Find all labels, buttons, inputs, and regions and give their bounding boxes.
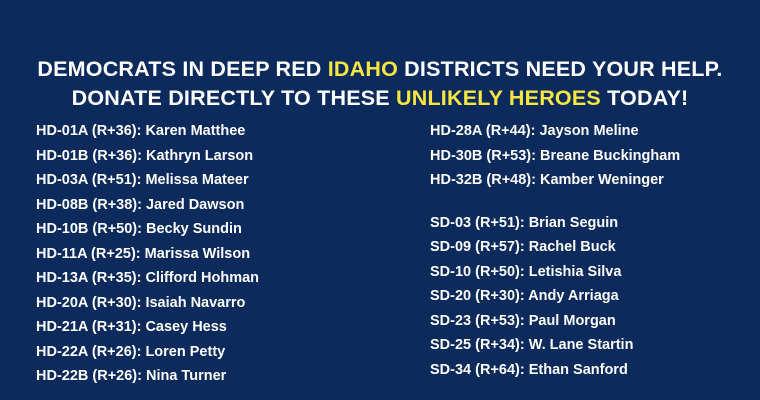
headline bbox=[0, 55, 760, 113]
list-item: SD-10 (R+50): Letishia Silva bbox=[430, 263, 622, 280]
list-item: SD-34 (R+64): Ethan Sanford bbox=[430, 361, 628, 378]
list-item: HD-22A (R+26): Loren Petty bbox=[36, 343, 226, 360]
list-item: SD-25 (R+34): W. Lane Startin bbox=[430, 337, 634, 353]
headline-line-1-pre: DEMOCRATS IN DEEP RED bbox=[37, 57, 328, 81]
candidate-column-left bbox=[36, 124, 380, 394]
list-item: HD-11A (R+25): Marissa Wilson bbox=[36, 245, 251, 262]
list-item: SD-03 (R+51): Brian Seguin bbox=[430, 214, 619, 231]
candidate-columns bbox=[0, 124, 760, 394]
headline-accent-unlikely-heroes: UNLIKELY HEROES bbox=[396, 86, 601, 111]
list-item: SD-23 (R+53): Paul Morgan bbox=[430, 312, 616, 329]
list-item: HD-01B (R+36): Kathryn Larson bbox=[36, 147, 254, 164]
headline-line-2-post: TODAY! bbox=[600, 86, 689, 111]
list-item: HD-32B (R+48): Kamber Weninger bbox=[430, 172, 664, 188]
headline-line-1-post: DISTRICTS NEED YOUR HELP. bbox=[398, 57, 723, 81]
list-item: HD-13A (R+35): Clifford Hohman bbox=[36, 270, 260, 286]
list-item: HD-22B (R+26): Nina Turner bbox=[36, 368, 227, 384]
headline-line-2-pre: DONATE DIRECTLY TO THESE bbox=[71, 86, 397, 111]
headline-line-2 bbox=[0, 84, 760, 113]
list-item: HD-03A (R+51): Melissa Mateer bbox=[36, 172, 249, 188]
list-item: HD-10B (R+50): Becky Sundin bbox=[36, 221, 242, 237]
candidate-column-right bbox=[380, 124, 724, 394]
list-item: SD-09 (R+57): Rachel Buck bbox=[430, 239, 616, 255]
list-item: SD-20 (R+30): Andy Arriaga bbox=[430, 288, 619, 304]
list-item: HD-28A (R+44): Jayson Meline bbox=[430, 123, 639, 139]
list-item: HD-20A (R+30): Isaiah Navarro bbox=[36, 294, 246, 311]
list-item: HD-01A (R+36): Karen Matthee bbox=[36, 123, 246, 139]
headline-accent-idaho: IDAHO bbox=[327, 57, 398, 81]
list-item: HD-30B (R+53): Breane Buckingham bbox=[430, 147, 681, 164]
headline-line-1 bbox=[0, 55, 760, 84]
list-item: HD-08B (R+38): Jared Dawson bbox=[36, 196, 245, 213]
column-group-divider bbox=[430, 198, 724, 216]
list-item: HD-21A (R+31): Casey Hess bbox=[36, 319, 227, 335]
